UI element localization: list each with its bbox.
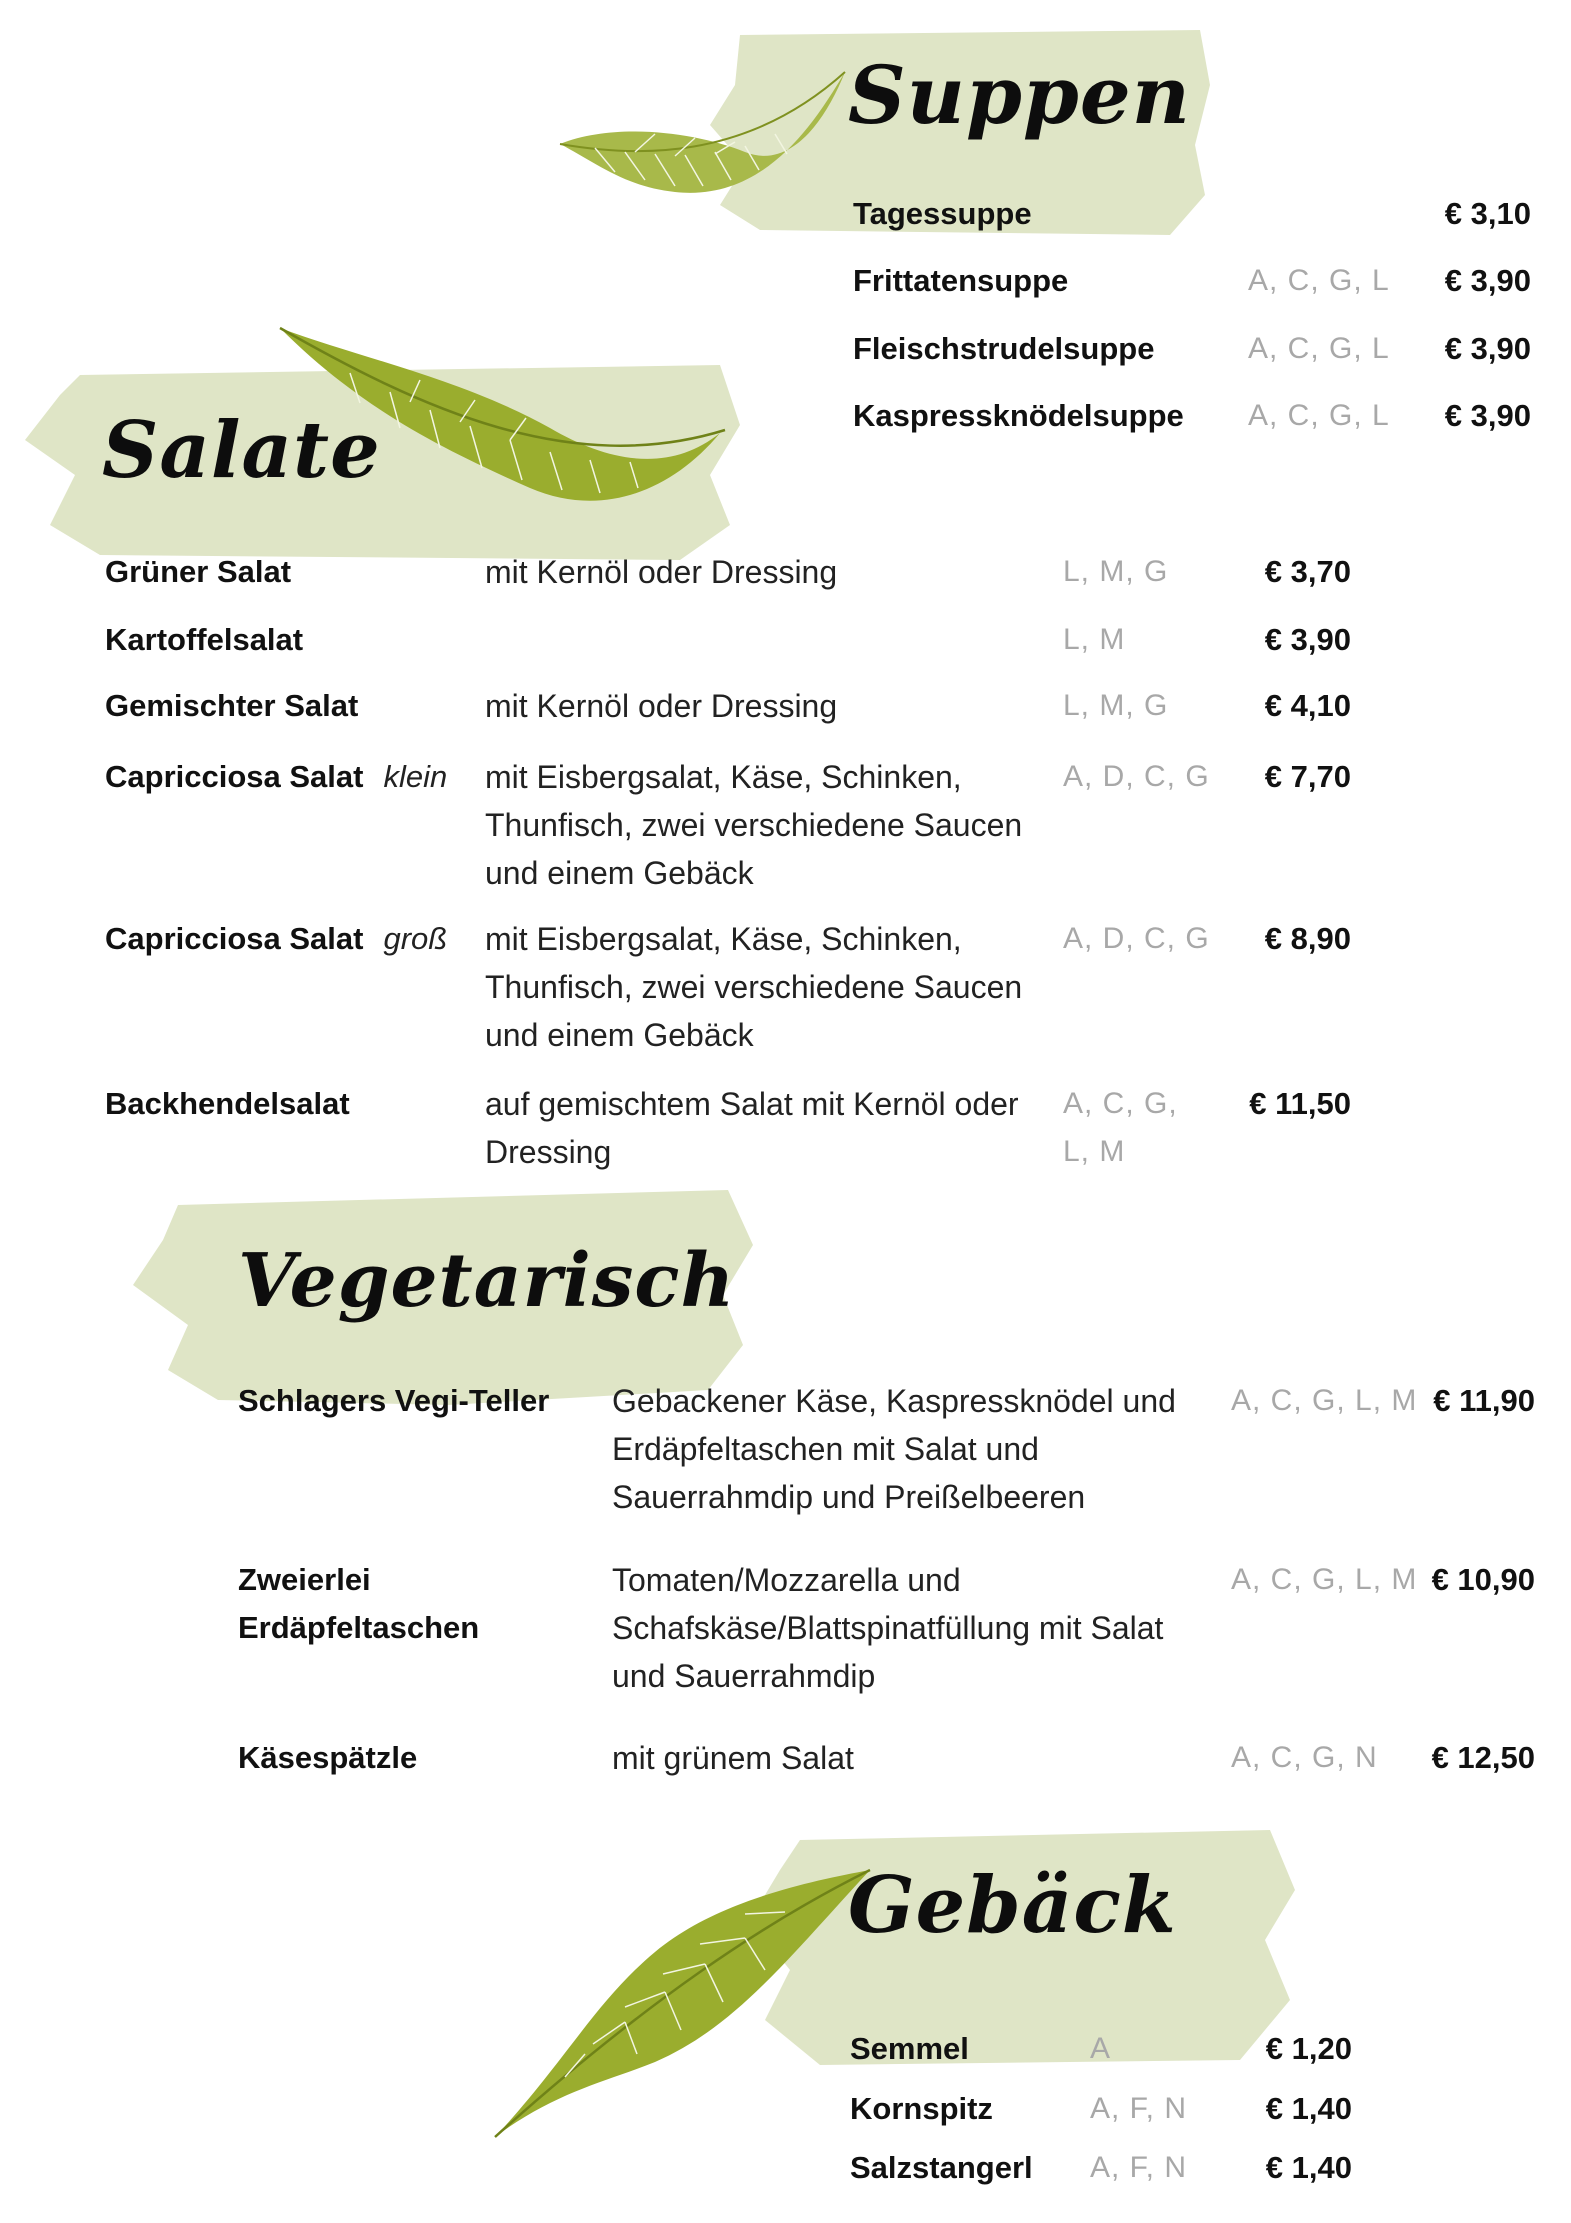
item-price: € 3,10: [1444, 196, 1531, 231]
item-name: Schlagers Vegi-Teller: [238, 1383, 550, 1418]
item-size: klein: [383, 759, 448, 794]
item-description: mit Kernöl oder Dressing: [485, 688, 838, 724]
item-description: auf gemischtem Salat mit Kernöl oder Dressing: [485, 1086, 1019, 1170]
item-name: Zweierlei Erdäpfeltaschen: [238, 1562, 480, 1645]
item-price: € 1,40: [1265, 2091, 1352, 2126]
item-name: Kaspressknödelsuppe: [853, 398, 1184, 433]
item-description: Gebackener Käse, Kaspressknödel und Erdäpfeltaschen mit Salat und Sauerrahmdip und Preißelbeeren: [612, 1383, 1176, 1515]
item-allergens: L, M, G: [1063, 689, 1169, 722]
item-name-text: Capricciosa Salat: [105, 921, 364, 956]
item-name: Kornspitz: [850, 2091, 993, 2126]
item-name: Gemischter Salat: [105, 688, 359, 723]
gebaeck-title: Gebäck: [848, 1860, 1177, 1951]
leaf-icon: [485, 1862, 875, 2142]
item-allergens: A, D, C, G: [1063, 922, 1210, 955]
vegetarisch-title: Vegetarisch: [238, 1238, 736, 1324]
item-allergens: A, C, G, L, M: [1231, 1563, 1418, 1596]
item-allergens: A, D, C, G: [1063, 760, 1210, 793]
item-price: € 4,10: [1264, 688, 1351, 723]
item-name: Käsespätzle: [238, 1740, 418, 1775]
item-price: € 3,90: [1444, 263, 1531, 298]
item-allergens: A, C, G, L: [1248, 332, 1390, 365]
item-name: Grüner Salat: [105, 554, 292, 589]
item-allergens: A, C, G, L: [1248, 264, 1390, 297]
item-price: € 12,50: [1431, 1740, 1535, 1775]
item-price: € 1,20: [1265, 2031, 1352, 2066]
item-name: [105, 915, 447, 963]
item-size: groß: [383, 921, 448, 956]
item-name: Backhendelsalat: [105, 1086, 350, 1121]
item-description: Tomaten/Mozzarella und Schafskäse/Blattspinatfüllung mit Salat und Sauerrahmdip: [612, 1562, 1164, 1694]
item-name-text: Capricciosa Salat: [105, 759, 364, 794]
item-name: [105, 753, 447, 801]
item-description: mit Kernöl oder Dressing: [485, 554, 838, 590]
item-allergens: A, F, N: [1090, 2151, 1188, 2184]
salate-title: Salate: [102, 405, 381, 496]
item-description: mit Eisbergsalat, Käse, Schinken, Thunfisch, zwei verschiedene Saucen und einem Gebäck: [485, 921, 1023, 1053]
item-price: € 11,50: [1249, 1086, 1351, 1121]
item-price: € 11,90: [1433, 1383, 1535, 1418]
item-name: Salzstangerl: [850, 2150, 1033, 2185]
item-price: € 10,90: [1431, 1562, 1535, 1597]
item-description: mit grünem Salat: [612, 1740, 854, 1776]
item-allergens: A: [1090, 2032, 1112, 2065]
item-name: Kartoffelsalat: [105, 622, 304, 657]
item-allergens: A, C, G, L: [1248, 399, 1390, 432]
item-price: € 8,90: [1264, 921, 1351, 956]
item-allergens: A, C, G, L, M: [1063, 1087, 1178, 1168]
item-price: € 3,90: [1444, 331, 1531, 366]
suppen-title: Suppen: [848, 48, 1191, 142]
item-allergens: L, M, G: [1063, 555, 1169, 588]
item-name: Fleischstrudelsuppe: [853, 331, 1155, 366]
item-price: € 1,40: [1265, 2150, 1352, 2185]
item-description: mit Eisbergsalat, Käse, Schinken, Thunfisch, zwei verschiedene Saucen und einem Gebäck: [485, 759, 1023, 891]
item-price: € 3,90: [1444, 398, 1531, 433]
item-name: Frittatensuppe: [853, 263, 1069, 298]
item-allergens: L, M: [1063, 623, 1126, 656]
item-price: € 3,70: [1264, 554, 1351, 589]
leaf-icon: [555, 62, 855, 202]
item-price: € 7,70: [1264, 759, 1351, 794]
item-name: Semmel: [850, 2031, 969, 2066]
item-allergens: A, F, N: [1090, 2092, 1188, 2125]
item-price: € 3,90: [1264, 622, 1351, 657]
item-name: Tagessuppe: [853, 196, 1032, 231]
item-allergens: A, C, G, N: [1231, 1741, 1378, 1774]
item-allergens: A, C, G, L, M: [1231, 1384, 1418, 1417]
